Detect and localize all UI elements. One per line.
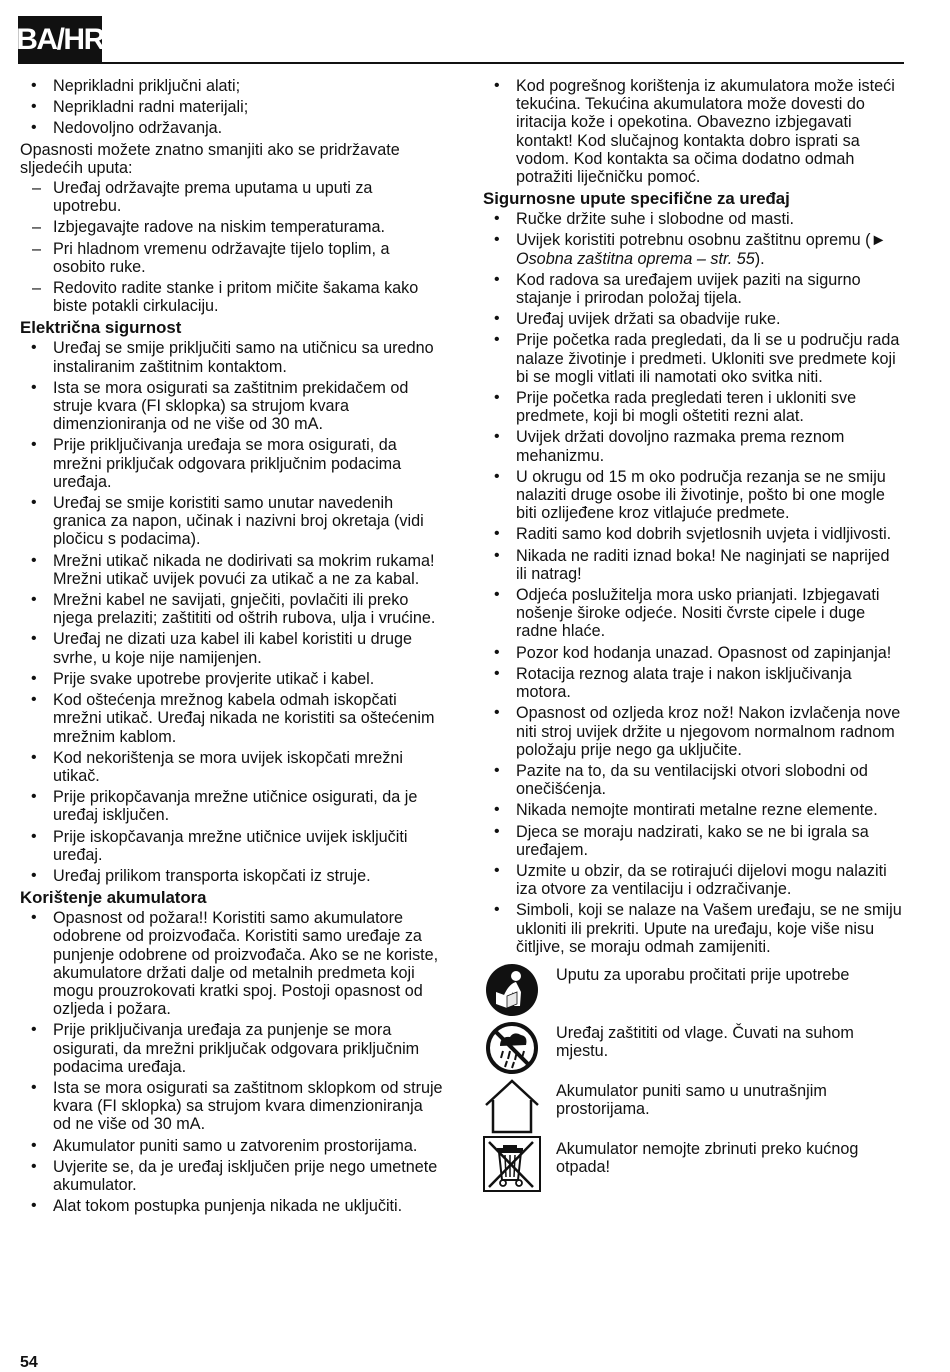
list-item: • Ručke držite suhe i slobodne od masti. bbox=[483, 210, 903, 228]
symbol-row bbox=[483, 1138, 903, 1192]
language-badge bbox=[18, 16, 102, 64]
crossed-bin-icon bbox=[483, 1136, 541, 1192]
list-item: • U okrugu od 15 m oko područja rezanja se ne smiju nalaziti druge osobe ili životinje, pošto bi one mogle biti ozlijeđene kroz vitlajuće predmete. bbox=[483, 468, 903, 523]
list-item: • Kod nekorištenja se mora uvijek iskopčati mrežni utikač. bbox=[20, 749, 445, 785]
list-item bbox=[483, 231, 903, 267]
list-item: • Akumulator puniti samo u zatvorenim prostorijama. bbox=[20, 1137, 445, 1155]
symbol-caption: Akumulator nemojte zbrinuti preko kućnog otpada! bbox=[556, 1139, 859, 1177]
list-item: • Simboli, koji se nalaze na Vašem uređaju, se ne smiju ukloniti ili prekriti. Upute na uređaju, koje više nisu čitljive, se moraju odmah zamijeniti. bbox=[483, 901, 903, 956]
list-item: • Opasnost od ozljeda kroz nož! Nakon izvlačenja nove niti stroj uvijek držite u njegovom normalnom radnom položaju prije nego ga uključite. bbox=[483, 704, 903, 759]
list-item: – Uređaj održavajte prema uputama u uputi za upotrebu. bbox=[20, 179, 445, 215]
list-item: • Uvjerite se, da je uređaj isključen prije nego umetnete akumulator. bbox=[20, 1158, 445, 1194]
indoor-house-icon bbox=[483, 1078, 541, 1134]
page-number: 54 bbox=[20, 1354, 38, 1371]
symbol-row bbox=[483, 964, 903, 1018]
list-item: • Nedovoljno održavanja. bbox=[20, 119, 445, 137]
list-item: • Mrežni utikač nikada ne dodirivati sa mokrim rukama! Mrežni utikač uvijek povući za utikač a ne za kabal. bbox=[20, 552, 445, 588]
list-item: • Uređaj prilikom transporta iskopčati iz struje. bbox=[20, 867, 445, 885]
list-item: • Rotacija reznog alata traje i nakon isključivanja motora. bbox=[483, 665, 903, 701]
list-item: • Djeca se moraju nadzirati, kako se ne bi igrala sa uređajem. bbox=[483, 823, 903, 859]
list-item: • Uređaj ne dizati uza kabel ili kabel koristiti u druge svrhe, u koje nije namijenjen. bbox=[20, 630, 445, 666]
read-manual-icon bbox=[483, 962, 541, 1018]
symbol-legend bbox=[483, 964, 903, 1192]
battery-list bbox=[20, 909, 445, 1215]
list-item: – Izbjegavajte radove na niskim temperaturama. bbox=[20, 218, 445, 236]
device-safety-list bbox=[483, 210, 903, 956]
list-item: • Pazite na to, da su ventilacijski otvori slobodni od onečišćenja. bbox=[483, 762, 903, 798]
list-item: • Kod oštećenja mrežnog kabela odmah iskopčati mrežni utikač. Uređaj nikada ne koristiti sa oštećenim mrežnim kablom. bbox=[20, 691, 445, 746]
symbol-caption: Uputu za uporabu pročitati prije upotrebe bbox=[556, 965, 850, 984]
list-item: • Kod pogrešnog korištenja iz akumulatora može isteći tekućina. Tekućina akumulatora može dovesti do iritacija kože i opekotina. Obavezno izbjegavati kontakt! Kod slučajnog kontakta dobro isprati sa vodom. Kod kontakta sa očima dodatno odmah potražiti liječničku pomoć. bbox=[483, 77, 903, 186]
list-item: • Prije početka rada pregledati teren i ukloniti sve predmete, koji bi mogli oštetiti rezni alat. bbox=[483, 389, 903, 425]
list-item: • Raditi samo kod dobrih svjetlosnih uvjeta i vidljivosti. bbox=[483, 525, 903, 543]
electrical-list bbox=[20, 339, 445, 885]
list-item: • Alat tokom postupka punjenja nikada ne uključiti. bbox=[20, 1197, 445, 1215]
list-item: • Uzmite u obzir, da se rotirajući dijelovi mogu nalaziti iza otvore za ventilaciju i odzračivanje. bbox=[483, 862, 903, 898]
list-item: • Prije svake upotrebe provjerite utikač i kabel. bbox=[20, 670, 445, 688]
section-heading-battery: Korištenje akumulatora bbox=[20, 888, 207, 908]
list-item: • Prije iskopčavanja mrežne utičnice uvijek isključiti uređaj. bbox=[20, 828, 445, 864]
list-item: • Uređaj se smije koristiti samo unutar navedenih granica za napon, učinak i nazivni broj okretaja (vidi pločicu s podacima). bbox=[20, 494, 445, 549]
list-item: • Neprikladni radni materijali; bbox=[20, 98, 445, 116]
section-heading-electrical: Električna sigurnost bbox=[20, 318, 182, 338]
symbol-caption: Uređaj zaštititi od vlage. Čuvati na suhom mjestu. bbox=[556, 1023, 854, 1061]
tips-list bbox=[20, 179, 445, 315]
symbol-row bbox=[483, 1022, 903, 1076]
intro-paragraph: Opasnosti možete znatno smanjiti ako se pridržavate sljedećih uputa: bbox=[20, 140, 400, 177]
list-item: • Prije priključivanja uređaja za punjenje se mora osigurati, da mrežni priključak odgovara priključnim podacima uređaja. bbox=[20, 1021, 445, 1076]
list-item: • Uređaj se smije priključiti samo na utičnicu sa uredno instaliranim zaštitnim kontaktom. bbox=[20, 339, 445, 375]
list-item: • Uvijek držati dovoljno razmaka prema reznom mehanizmu. bbox=[483, 428, 903, 464]
right-column bbox=[483, 77, 903, 1196]
section-heading-device: Sigurnosne upute specifične za uređaj bbox=[483, 189, 790, 209]
list-item: • Mrežni kabel ne savijati, gnječiti, povlačiti ili preko njega prelaziti; zaštititi od oštrih rubova, ulja i vrućine. bbox=[20, 591, 445, 627]
list-item: • Ista se mora osigurati sa zaštitnom sklopkom od struje kvara (FI sklopka) sa strujom kvara dimenzioniranja od ne više od 30 mA. bbox=[20, 1079, 445, 1134]
symbol-caption: Akumulator puniti samo u unutrašnjim prostorijama. bbox=[556, 1081, 827, 1119]
list-item: • Odjeća poslužitelja mora usko prianjati. Izbjegavati nošenje široke odjeće. Nositi čvrste cipele i duge radne hlaće. bbox=[483, 586, 903, 641]
list-item: • Nikada nemojte montirati metalne rezne elemente. bbox=[483, 801, 903, 819]
list-item: • Uređaj uvijek držati sa obadvije ruke. bbox=[483, 310, 903, 328]
symbol-row bbox=[483, 1080, 903, 1134]
list-item: • Kod radova sa uređajem uvijek paziti na sigurno stajanje i prirodan položaj tijela. bbox=[483, 271, 903, 307]
list-item: – Redovito radite stanke i pritom mičite šakama kako biste potakli cirkulaciju. bbox=[20, 279, 445, 315]
left-column bbox=[20, 77, 445, 1218]
list-item: • Ista se mora osigurati sa zaštitnim prekidačem od struje kvara (FI sklopka) sa strujom kvara dimenzioniranja od ne više od 30 mA. bbox=[20, 379, 445, 434]
list-item: • Prije početka rada pregledati, da li se u području rada nalaze životinje i predmeti. Ukloniti sve predmete koji bi se mogli vitlati ili namotati oko svitka niti. bbox=[483, 331, 903, 386]
header-rule bbox=[18, 62, 904, 64]
no-rain-icon bbox=[483, 1020, 541, 1076]
language-code: BA/HR bbox=[16, 23, 104, 56]
page-reference-link[interactable]: ► Osobna zaštitna oprema – str. 55 bbox=[516, 231, 887, 268]
list-item: • Opasnost od požara!! Koristiti samo akumulatore odobrene od proizvođača. Koristiti samo uređaje za punjenje odobrene od proizvođača. Ako se ne koriste, akumulatore držati dalje od metalnih predmeta koji mogu prouzrokovati kratki spoj. Postoji opasnost od ozljeda i požara. bbox=[20, 909, 445, 1018]
battery-leak-list bbox=[483, 77, 903, 186]
list-item: • Neprikladni priključni alati; bbox=[20, 77, 445, 95]
hazard-list bbox=[20, 77, 445, 138]
list-item: • Prije priključivanja uređaja se mora osigurati, da mrežni priključak odgovara priključnim podacima uređaja. bbox=[20, 436, 445, 491]
list-item: – Pri hladnom vremenu održavajte tijelo toplim, a osobito ruke. bbox=[20, 240, 445, 276]
list-item: • Prije prikopčavanja mrežne utičnice osigurati, da je uređaj isključen. bbox=[20, 788, 445, 824]
list-item-text: Uvijek koristiti potrebnu osobnu zaštitnu opremu ( bbox=[516, 231, 871, 250]
list-item: • Nikada ne raditi iznad boka! Ne naginjati se naprijed ili natrag! bbox=[483, 547, 903, 583]
list-item-text: ). bbox=[754, 249, 765, 268]
list-item: • Pozor kod hodanja unazad. Opasnost od zapinjanja! bbox=[483, 644, 903, 662]
